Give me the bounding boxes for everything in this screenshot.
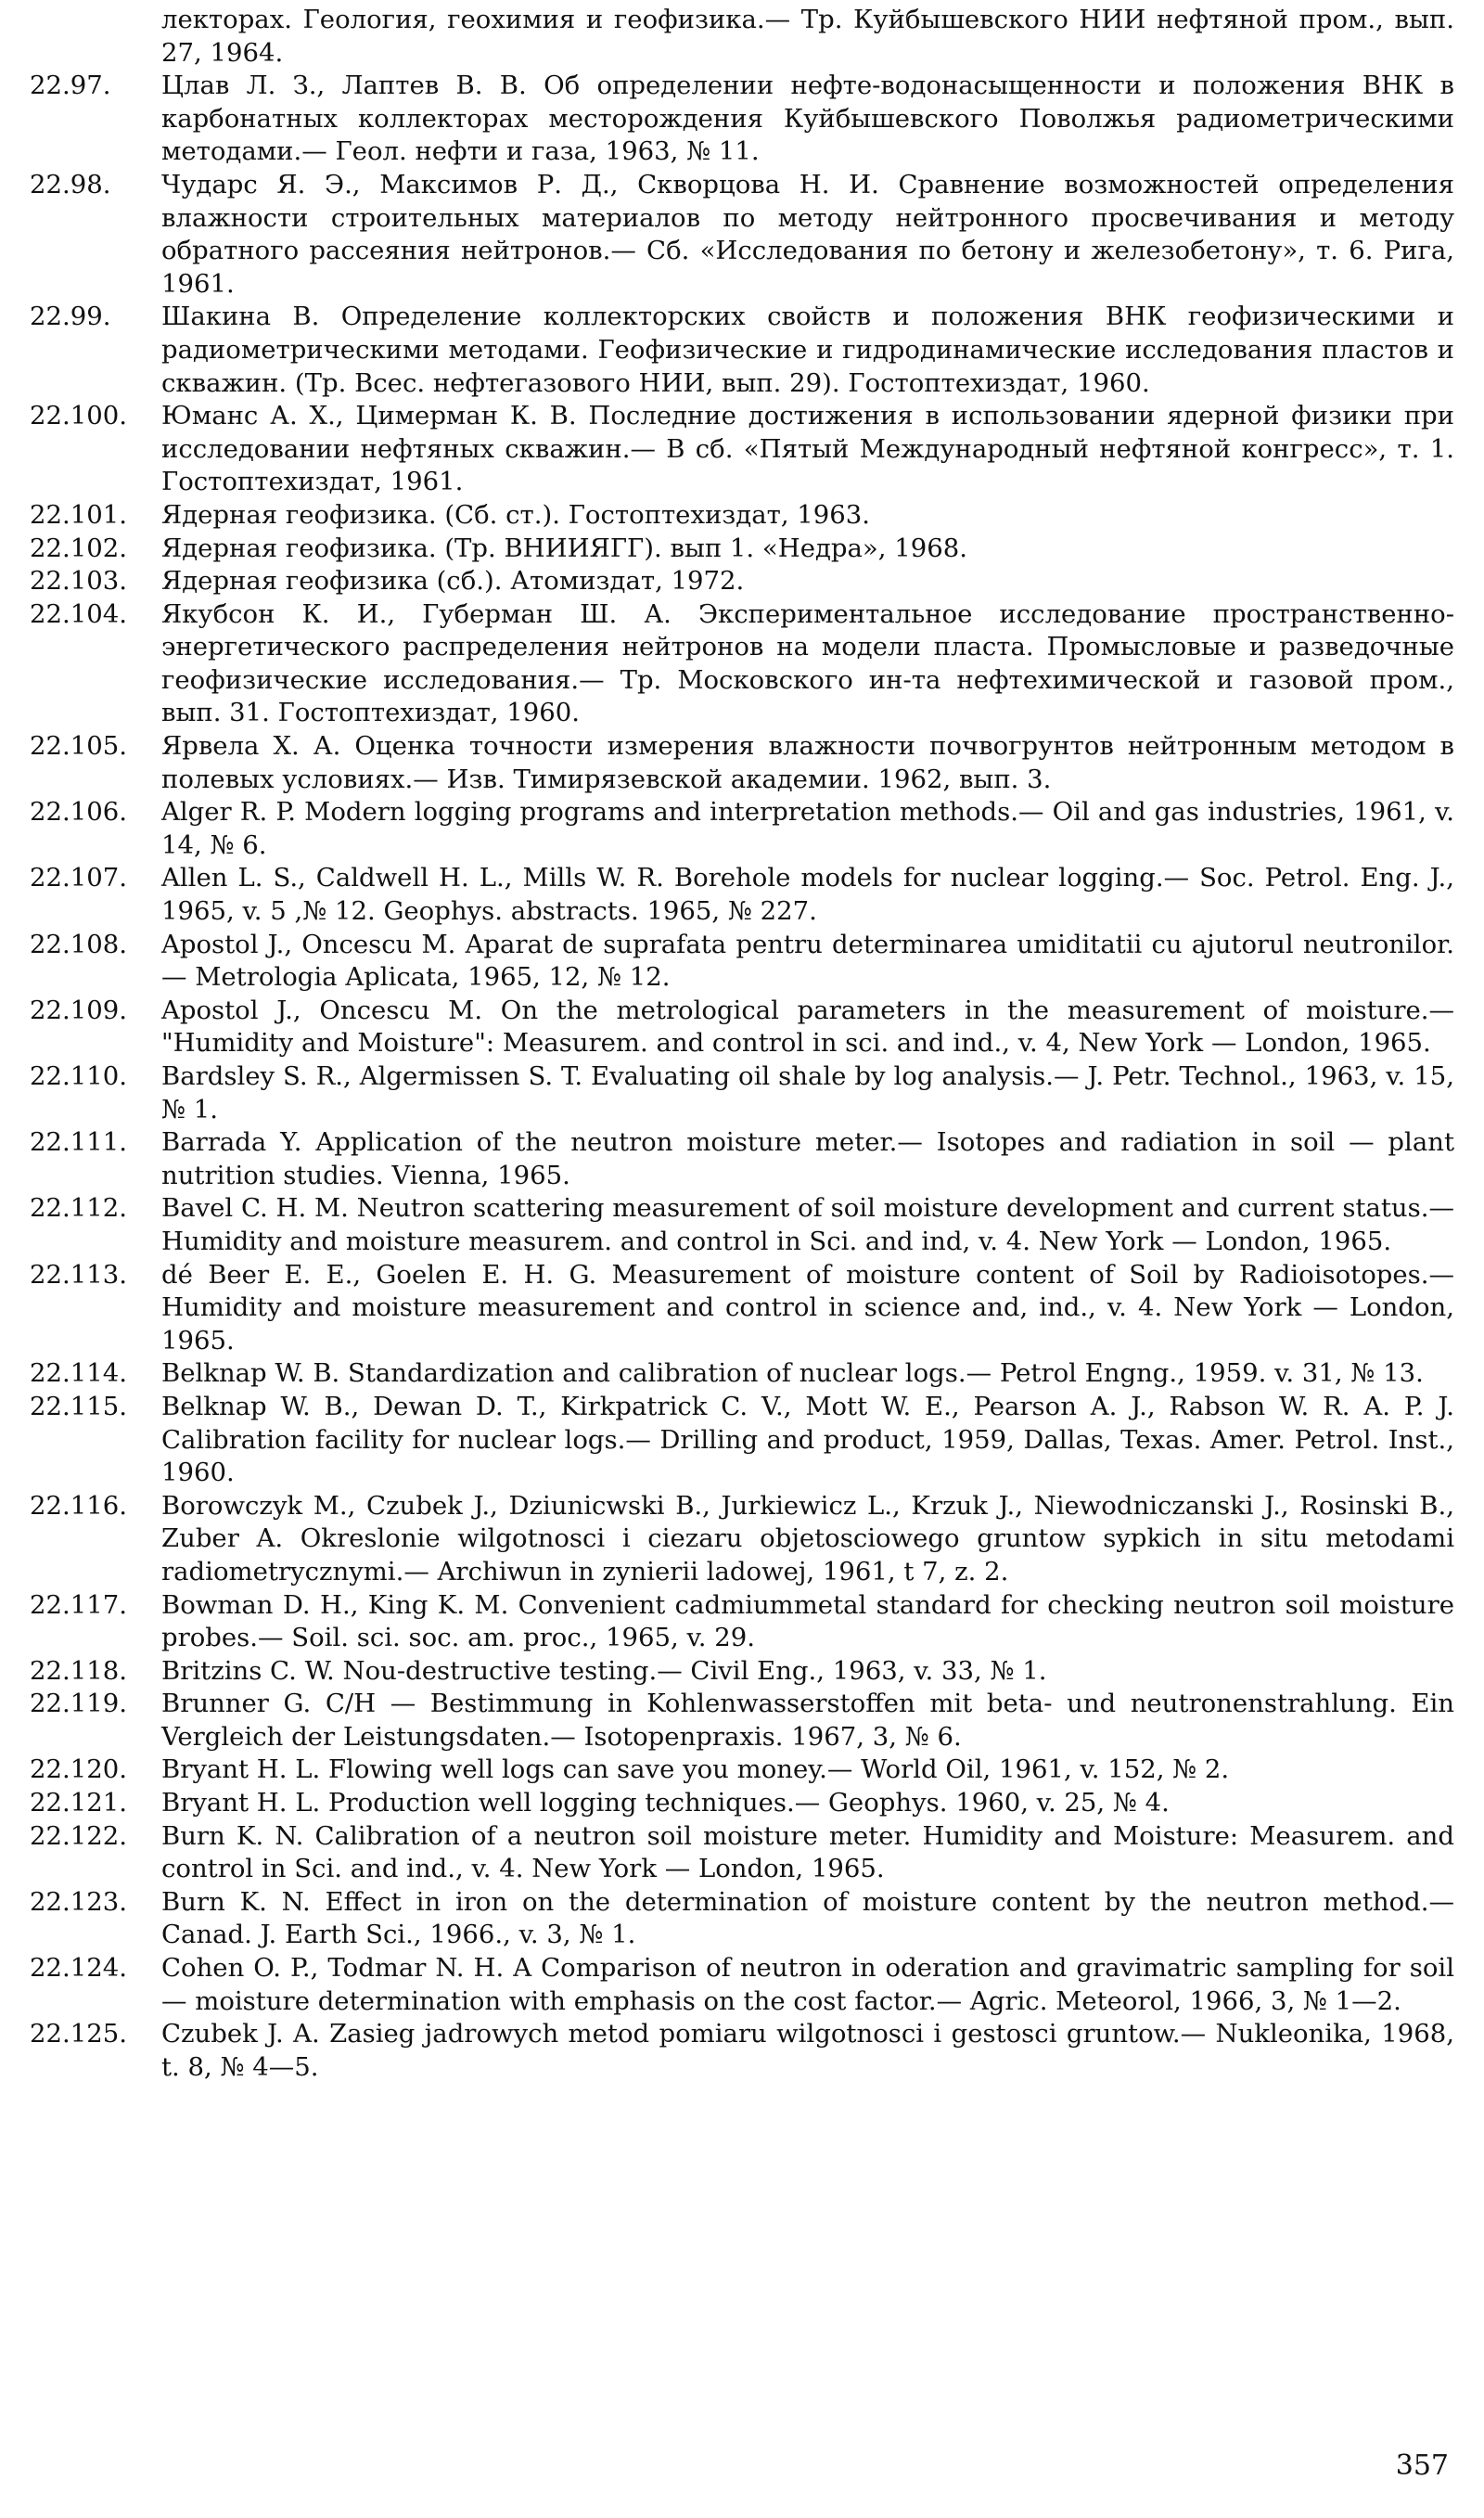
entry-text: Bardsley S. R., Algermissen S. T. Evaluating oil shale by log analysis.— J. Petr. Technol., 1963, v. 15, № 1. xyxy=(161,1061,1454,1124)
entry-number: 22.121. xyxy=(30,1788,127,1818)
bibliography-entry xyxy=(30,1655,1454,1689)
entry-text: Alger R. P. Modern logging programs and interpretation methods.— Oil and gas industries, 1961, v. 14, № 6. xyxy=(161,797,1454,860)
entry-text: Bryant H. L. Production well logging techniques.— Geophys. 1960, v. 25, № 4. xyxy=(161,1788,1170,1818)
entry-text: Czubek J. A. Zasieg jadrowych metod pomiaru wilgotnosci i gestosci gruntow.— Nukleonika, 1968, t. 8, № 4—5. xyxy=(161,2019,1454,2082)
entry-text: Bavel C. H. M. Neutron scattering measurement of soil moisture development and current status.— Humidity and moisture measurem. and control in Sci. and ind, v. 4. New York — London, 1965. xyxy=(161,1193,1454,1256)
entry-number: 22.101. xyxy=(30,499,127,530)
entry-number: 22.116. xyxy=(30,1490,127,1521)
page-number: 357 xyxy=(1395,2449,1449,2482)
entry-number: 22.115. xyxy=(30,1391,127,1421)
entry-text: Apostol J., Oncescu M. Aparat de suprafata pentru determinarea umiditatii cu ajutorul neutronilor.— Metrologia Aplicata, 1965, 12, № 12. xyxy=(161,929,1454,993)
bibliography-entry xyxy=(30,862,1454,928)
entry-number: 22.100. xyxy=(30,401,127,431)
bibliography-entry xyxy=(30,730,1454,796)
continuation-line: лекторах. Геология, геохимия и геофизика.— Тр. Куйбышевского НИИ нефтяной пром., вып. 27, 1964. xyxy=(161,5,1454,68)
bibliography-entry xyxy=(30,499,1454,533)
entry-text: Ядерная геофизика. (Тр. ВНИИЯГГ). вып 1. «Недра», 1968. xyxy=(161,533,967,563)
reference-list xyxy=(30,4,1454,2084)
bibliography-entry xyxy=(30,1060,1454,1126)
entry-text: Belknap W. B. Standardization and calibration of nuclear logs.— Petrol Engng., 1959. v. 31, № 13. xyxy=(161,1358,1424,1389)
entry-number: 22.108. xyxy=(30,929,127,959)
continuation-text xyxy=(30,4,1454,70)
entry-number: 22.125. xyxy=(30,2019,127,2049)
bibliography-entry xyxy=(30,1754,1454,1787)
bibliography-entry xyxy=(30,565,1454,598)
entry-number: 22.124. xyxy=(30,1953,127,1984)
bibliography-entry xyxy=(30,1391,1454,1490)
entry-text: Ядерная геофизика. (Сб. ст.). Гостоптехиздат, 1963. xyxy=(161,499,871,530)
bibliography-entry xyxy=(30,533,1454,566)
bibliography-entry xyxy=(30,169,1454,301)
bibliography-entry xyxy=(30,1357,1454,1391)
bibliography-entries xyxy=(30,70,1454,2084)
bibliography-entry xyxy=(30,70,1454,169)
bibliography-entry xyxy=(30,301,1454,400)
entry-number: 22.99. xyxy=(30,302,111,332)
entry-number: 22.105. xyxy=(30,731,127,762)
entry-number: 22.98. xyxy=(30,169,111,199)
bibliography-entry xyxy=(30,598,1454,730)
entry-text: Barrada Y. Application of the neutron moisture meter.— Isotopes and radiation in soil — plant nutrition studies. Vienna, 1965. xyxy=(161,1127,1454,1190)
bibliography-entry xyxy=(30,1787,1454,1820)
entry-number: 22.102. xyxy=(30,533,127,563)
entry-text: dé Beer E. E., Goelen E. H. G. Measurement of moisture content of Soil by Radioisotopes.— Humidity and moisture measurement and control in science and, ind., v. 4. New York — London, 1965. xyxy=(161,1259,1454,1355)
bibliography-entry xyxy=(30,1192,1454,1258)
entry-text: Belknap W. B., Dewan D. T., Kirkpatrick C. V., Mott W. E., Pearson A. J., Rabson W. R. A. P. J. Calibration facility for nuclear logs.— Drilling and product, 1959, Dallas, Texas. Amer. Petrol. Inst., 1960. xyxy=(161,1391,1454,1488)
bibliography-entry xyxy=(30,1886,1454,1952)
entry-text: Allen L. S., Caldwell H. L., Mills W. R. Borehole models for nuclear logging.— Soc. Petrol. Eng. J., 1965, v. 5 ,№ 12. Geophys. abstracts. 1965, № 227. xyxy=(161,863,1454,927)
entry-number: 22.97. xyxy=(30,71,111,101)
entry-number: 22.109. xyxy=(30,995,127,1025)
entry-number: 22.122. xyxy=(30,1820,127,1851)
entry-text: Якубсон К. И., Губерман Ш. А. Экспериментальное исследование пространственно-энергетического распределения нейтронов на модели пласта. Промысловые и разведочные геофизические исследования.— Тр. Московского ин-та нефтехимической и газовой пром., вып. 31. Гостоптехиздат, 1960. xyxy=(161,598,1454,728)
entry-text: Apostol J., Oncescu M. On the metrological parameters in the measurement of moisture.— "Humidity and Moisture": Measurem. and control in sci. and ind., v. 4, New York — London, 1965. xyxy=(161,995,1454,1059)
entry-text: Ядерная геофизика (сб.). Атомиздат, 1972. xyxy=(161,566,745,597)
entry-text: Юманс А. Х., Цимерман К. В. Последние достижения в использовании ядерной физики при исследовании нефтяных скважин.— В сб. «Пятый Международный нефтяной конгресс», т. 1. Гостоптехиздат, 1961. xyxy=(161,401,1454,497)
entry-text: Bowman D. H., King K. M. Convenient cadmiummetal standard for checking neutron soil moisture probes.— Soil. sci. soc. am. proc., 1965, v. 29. xyxy=(161,1589,1454,1653)
entry-number: 22.110. xyxy=(30,1061,127,1091)
bibliography-entry xyxy=(30,1490,1454,1589)
bibliography-entry xyxy=(30,1688,1454,1754)
bibliography-entry xyxy=(30,796,1454,862)
bibliography-entry xyxy=(30,1589,1454,1655)
entry-number: 22.106. xyxy=(30,797,127,828)
entry-text: Bryant H. L. Flowing well logs can save you money.— World Oil, 1961, v. 152, № 2. xyxy=(161,1754,1230,1785)
bibliography-entry xyxy=(30,1259,1454,1358)
entry-text: Burn K. N. Calibration of a neutron soil moisture meter. Humidity and Moisture: Measurem. and control in Sci. and ind., v. 4. New York — London, 1965. xyxy=(161,1820,1454,1884)
entry-number: 22.103. xyxy=(30,566,127,597)
bibliography-entry xyxy=(30,2018,1454,2084)
entry-text: Britzins C. W. Nou-destructive testing.— Civil Eng., 1963, v. 33, № 1. xyxy=(161,1655,1047,1686)
bibliography-entry xyxy=(30,400,1454,499)
entry-number: 22.123. xyxy=(30,1886,127,1917)
entry-number: 22.114. xyxy=(30,1358,127,1389)
bibliography-entry xyxy=(30,995,1454,1060)
entry-number: 22.104. xyxy=(30,598,127,629)
entry-number: 22.107. xyxy=(30,863,127,893)
entry-text: Шакина В. Определение коллекторских свойств и положения ВНК геофизическими и радиометрическими методами. Геофизические и гидродинамические исследования пластов и скважин. (Тр. Всес. нефтегазового НИИ, вып. 29). Гостоптехиздат, 1960. xyxy=(161,302,1454,398)
entry-number: 22.120. xyxy=(30,1754,127,1785)
entry-number: 22.112. xyxy=(30,1193,127,1224)
entry-number: 22.119. xyxy=(30,1689,127,1719)
entry-text: Cohen O. P., Todmar N. H. A Comparison of neutron in oderation and gravimatric sampling for soil — moisture determination with emphasis on the cost factor.— Agric. Meteorol, 1966, 3, № 1—2. xyxy=(161,1953,1454,2016)
bibliography-entry xyxy=(30,1126,1454,1192)
entry-number: 22.111. xyxy=(30,1127,127,1158)
bibliography-entry xyxy=(30,929,1454,995)
bibliography-entry xyxy=(30,1820,1454,1886)
entry-text: Borowczyk M., Czubek J., Dziunicwski B., Jurkiewicz L., Krzuk J., Niewodniczanski J., Rosinski B., Zuber A. Okreslonie wilgotnosci i ciezaru objetosciowego gruntow sypkich in situ metodami radiometrycznymi.— Archiwun in zynierii ladowej, 1961, t 7, z. 2. xyxy=(161,1490,1454,1587)
entry-text: Чударс Я. Э., Максимов Р. Д., Скворцова Н. И. Сравнение возможностей определения влажности строительных материалов по методу нейтронного просвечивания и методу обратного рассеяния нейтронов.— Сб. «Исследования по бетону и железобетону», т. 6. Рига, 1961. xyxy=(161,169,1454,299)
entry-text: Цлав Л. З., Лаптев В. В. Об определении нефте-водонасыщенности и положения ВНК в карбонатных коллекторах месторождения Куйбышевского Поволжья радиометрическими методами.— Геол. нефти и газа, 1963, № 11. xyxy=(161,71,1454,167)
entry-text: Ярвела Х. А. Оценка точности измерения влажности почвогрунтов нейтронным методом в полевых условиях.— Изв. Тимирязевской академии. 1962, вып. 3. xyxy=(161,731,1454,794)
entry-number: 22.117. xyxy=(30,1589,127,1620)
bibliography-entry xyxy=(30,1952,1454,2018)
entry-text: Brunner G. C/H — Bestimmung in Kohlenwasserstoffen mit beta- und neutronenstrahlung. Ein Vergleich der Leistungsdaten.— Isotopenpraxis. 1967, 3, № 6. xyxy=(161,1689,1454,1752)
entry-number: 22.118. xyxy=(30,1655,127,1686)
entry-number: 22.113. xyxy=(30,1259,127,1290)
entry-text: Burn K. N. Effect in iron on the determination of moisture content by the neutron method.— Canad. J. Earth Sci., 1966., v. 3, № 1. xyxy=(161,1886,1454,1950)
